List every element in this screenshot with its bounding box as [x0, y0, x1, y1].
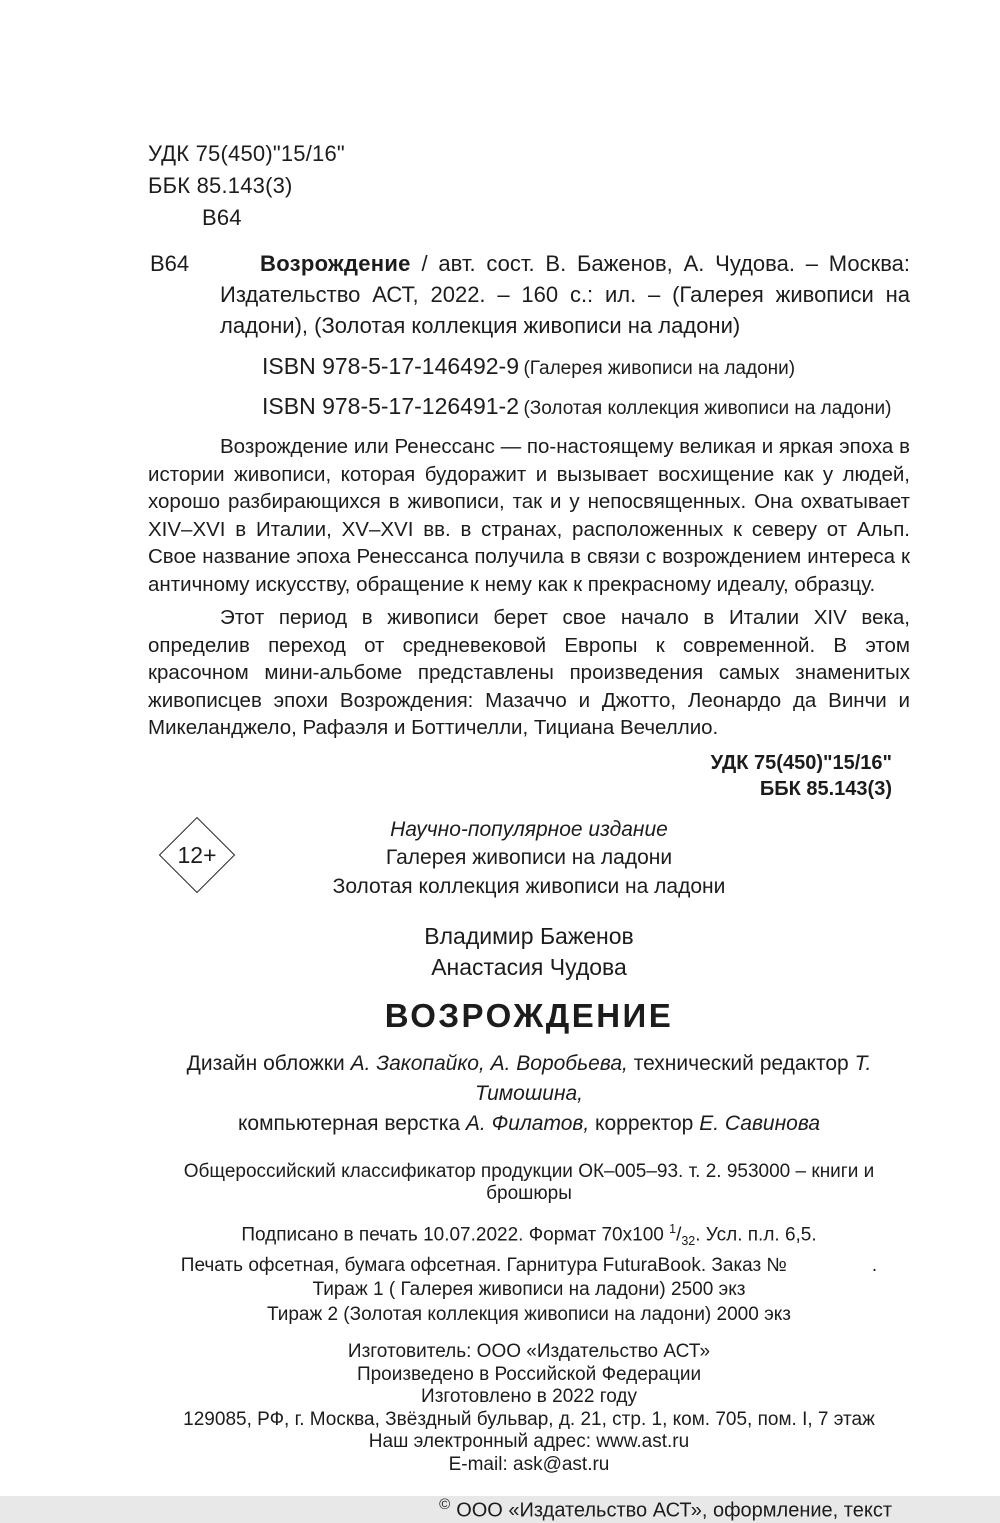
print-info-block [148, 1217, 910, 1327]
manufacturer-address: 129085, РФ, г. Москва, Звёздный бульвар, д. 21, стр. 1, ком. 705, пом. I, 7 этаж [183, 1408, 875, 1430]
isbn-line [262, 353, 910, 380]
isbn-series: (Золотая коллекция живописи на ладони) [523, 398, 892, 419]
udc-line: УДК 75(450)"15/16" [148, 141, 345, 166]
credit-name: Т. Тимошина, [474, 1052, 872, 1105]
publisher-email: E-mail: ask@ast.ru [448, 1453, 610, 1475]
book-title: ВОЗРОЖДЕНИЕ [384, 997, 674, 1034]
credit-role: технический редактор [627, 1052, 855, 1075]
print-run-line: Тираж 1 ( Галерея живописи на ладони) 2500 экз [312, 1279, 746, 1301]
author-name: Анастасия Чудова [431, 954, 627, 980]
annotation-paragraph: Этот период в живописи берет свое начало в Италии XIV века, определив переход от средневековой Европы к современной. В этом красочном мини-альбоме представлены произведения самых знаменитых живописцев эпохи Возрождения: Мазаччо и Джотто, Леонардо да Винчи и Микеланджело, Рафаэля и Боттичелли, Тициана Вечеллио. [148, 606, 910, 739]
manufacturer-line: Изготовитель: ООО «Издательство АСТ» [347, 1341, 711, 1363]
copyright-text: ООО «Издательство АСТ», оформление, текст [456, 1499, 892, 1522]
credits-block [148, 1049, 910, 1139]
age-rating-label: 12+ [177, 841, 217, 868]
isbn-line [262, 393, 910, 420]
credits-line [148, 1049, 910, 1109]
copyright-icon: © [439, 1496, 451, 1514]
series-name: Галерея живописи на ладони [385, 846, 673, 869]
print-format-text: Подписано в печать 10.07.2022. Формат 70х100 [241, 1224, 670, 1246]
manufacturer-line: Изготовлено в 2022 году [421, 1386, 637, 1408]
edition-block [148, 816, 910, 902]
credit-name: Е. Савинова [699, 1112, 821, 1135]
credits-line [148, 1109, 910, 1139]
udc-block [148, 138, 910, 234]
copyright-line [148, 1496, 910, 1523]
catalog-code: В64 [150, 251, 190, 276]
order-line-period: . [871, 1254, 878, 1276]
manufacturer-line: Произведено в Российской Федерации [356, 1363, 702, 1385]
fraction-denominator: 32 [681, 1234, 696, 1249]
author-sign-code: В64 [202, 205, 242, 230]
credit-name: А. Закопайко, А. Воробьева, [350, 1052, 628, 1075]
credit-name: А. Филатов, [465, 1112, 590, 1135]
print-format-tail: . Усл. п.л. 6,5. [695, 1224, 817, 1246]
manufacturer-block [148, 1341, 910, 1476]
print-info-line [148, 1254, 910, 1279]
isbn-block [262, 353, 910, 420]
author-name: Владимир Баженов [424, 923, 634, 949]
fraction-slash: / [676, 1224, 682, 1246]
isbn-series: (Галерея живописи на ладони) [523, 358, 796, 379]
print-order-text: Печать офсетная, бумага офсетная. Гарнитура FuturaBook. Заказ № [180, 1254, 787, 1276]
series-name: Золотая коллекция живописи на ладони [332, 874, 726, 898]
catalog-description: / авт. сост. В. Баженов, А. Чудова. – Москва: Издательство АСТ, 2022. – 160 с.: ил. – (Галерея живописи на ладони), (Золотая коллекция живописи на ладони) [220, 251, 910, 338]
catalog-text [220, 248, 910, 341]
bbk-line: ББК 85.143(3) [759, 777, 892, 800]
isbn-number: ISBN 978-5-17-126491-2 [262, 393, 519, 419]
credit-role: Дизайн обложки [186, 1052, 351, 1075]
edition-type: Научно-популярное издание [390, 817, 668, 841]
catalog-entry [148, 248, 910, 341]
publisher-website: Наш электронный адрес: www.ast.ru [368, 1431, 690, 1453]
classifier-line: Общероссийский классификатор продукции ОК–005–93. т. 2. 953000 – книги и брошюры [183, 1161, 875, 1204]
credit-role: корректор [589, 1112, 700, 1135]
udc-line: УДК 75(450)"15/16" [710, 751, 892, 774]
bbk-line: ББК 85.143(3) [148, 173, 293, 198]
fraction-numerator: 1 [669, 1222, 677, 1236]
annotation-paragraph: Возрождение или Ренессанс — по-настоящему великая и яркая эпоха в истории живописи, которая будоражит и вызывает восхищение как у людей, хорошо разбирающихся в живописи, так и у непосвященных. Она охватывает XIV–XVI в Италии, XV–XVI вв. в странах, расположенных к северу от Альп. Свое название эпоха Ренессанса получила в связи с возрождением интереса к античному искусству, обращение к нему как к прекрасному идеалу, образцу. [148, 435, 910, 596]
isbn-number: ISBN 978-5-17-146492-9 [262, 353, 519, 379]
print-run-line: Тираж 2 (Золотая коллекция живописи на ладони) 2000 экз [266, 1303, 792, 1325]
authors-block [148, 921, 910, 983]
udc-block-right [148, 750, 910, 802]
credit-role: компьютерная верстка [237, 1112, 466, 1135]
catalog-book-title: Возрождение [260, 251, 411, 276]
print-info-line [148, 1217, 910, 1254]
